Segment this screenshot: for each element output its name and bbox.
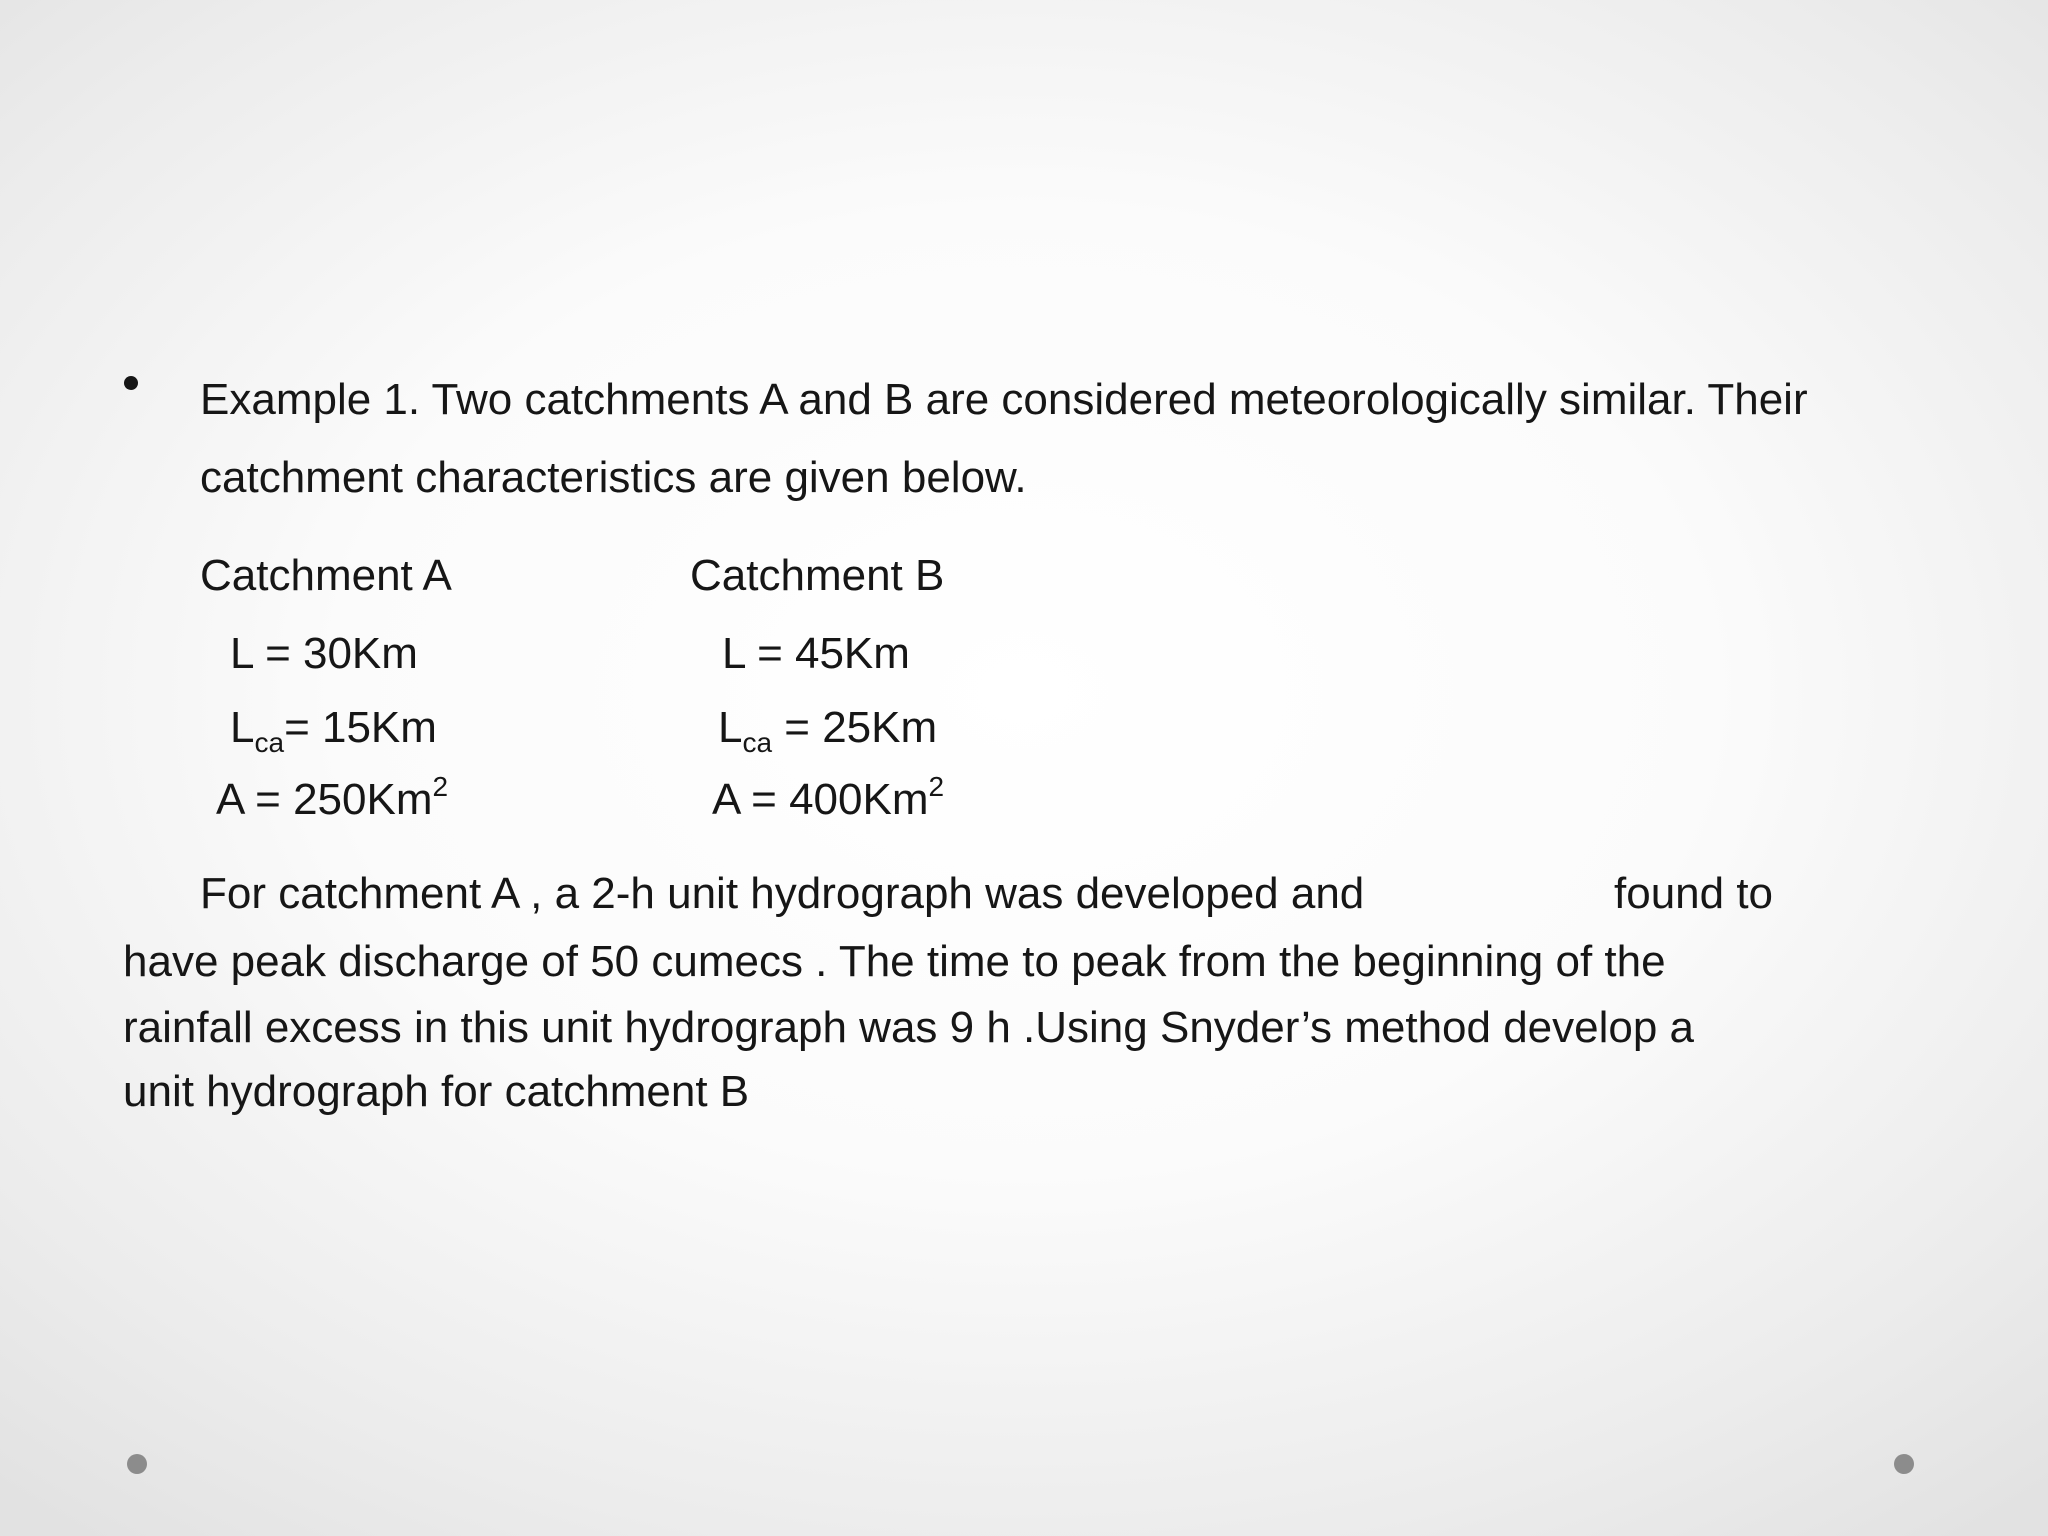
area-superscript: 2 <box>928 771 945 802</box>
catchment-b-lca <box>718 700 937 756</box>
catchment-a-length <box>230 626 418 682</box>
lca-subscript: ca <box>254 727 285 758</box>
catchment-b-length <box>722 626 910 682</box>
length-label: L <box>722 629 745 678</box>
catchment-a-area <box>216 772 448 828</box>
paragraph-line-4: unit hydrograph for catchment B <box>123 1067 750 1116</box>
length-value: = 30Km <box>252 629 418 678</box>
area-label: A <box>216 775 243 824</box>
paragraph-line-2: have peak discharge of 50 cumecs . The time to peak from the beginning of the <box>123 937 1666 986</box>
corner-dot-right <box>1894 1454 1914 1474</box>
length-label: L <box>230 629 253 678</box>
corner-dot-left <box>127 1454 147 1474</box>
catchment-b-area <box>712 772 944 828</box>
paragraph-line-1b: found to <box>1614 869 1774 918</box>
intro-line-2: catchment characteristics are given below. <box>200 453 1027 502</box>
catchment-a-header: Catchment A <box>200 551 452 600</box>
area-value: = 250Km <box>242 775 433 824</box>
paragraph-line-3: rainfall excess in this unit hydrograph was 9 h .Using Snyder’s method develop a <box>123 1003 1695 1052</box>
lca-label: L <box>230 703 255 752</box>
lca-subscript: ca <box>742 727 773 758</box>
catchment-b-header: Catchment B <box>690 551 945 600</box>
lca-value: = 25Km <box>772 703 938 752</box>
area-superscript: 2 <box>432 771 449 802</box>
lca-value: = 15Km <box>284 703 437 752</box>
intro-line-1: Example 1. Two catchments A and B are considered meteorologically similar. Their <box>200 375 1808 424</box>
area-value: = 400Km <box>738 775 929 824</box>
catchment-a-lca <box>230 700 437 756</box>
paragraph-line-1a: For catchment A , a 2-h unit hydrograph was developed and <box>200 869 1365 918</box>
length-value: = 45Km <box>744 629 910 678</box>
bullet-icon <box>124 376 138 390</box>
area-label: A <box>712 775 739 824</box>
lca-label: L <box>718 703 743 752</box>
